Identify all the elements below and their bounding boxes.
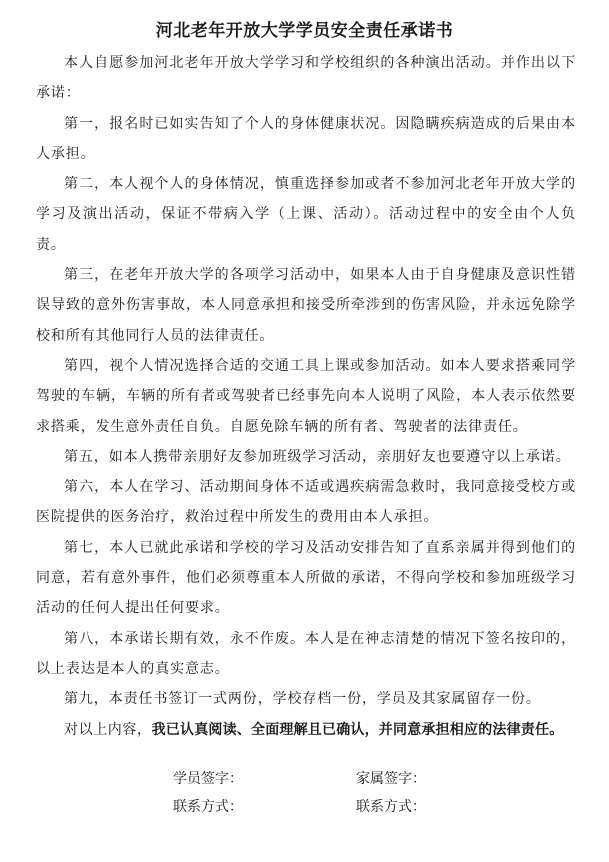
clause-7: 第七，本人已就此承诺和学校的学习及活动安排告知了直系亲属并得到他们的同意，若有意外事件，他们必须尊重本人所做的承诺，不得向学校和参加班级学习活动的任何人提出任何要求。 [36,539,576,617]
closing-prefix: 对以上内容， [64,721,152,738]
document-body [36,48,576,745]
family-signature-label: 家属签字： [356,771,426,787]
clause-8: 第八，本承诺长期有效，永不作废。本人是在神志清楚的情况下签名按印的，以上表达是本人的真实意志。 [36,630,576,677]
closing-statement [36,715,576,745]
intro-paragraph: 本人自愿参加河北老年开放大学学习和学校组织的各种演出活动。并作出以下承诺： [36,55,576,102]
clause-6: 第六，本人在学习、活动期间身体不适或遇疾病需急救时，我同意接受校方或医院提供的医务治疗，救治过程中所发生的费用由本人承担。 [36,479,576,526]
clause-4: 第四，视个人情况选择合适的交通工具上课或参加活动。如本人要求搭乘同学驾驶的车辆，车辆的所有者或驾驶者已经事先向本人说明了风险，本人表示依然要求搭乘，发生意外责任自负。自愿免除车辆的所有者、驾驶者的法律责任。 [36,357,576,435]
clause-9: 第九，本责任书签订一式两份，学校存档一份，学员及其家属留存一份。 [64,691,541,708]
family-contact-label: 联系方式： [356,799,426,815]
document-title: 河北老年开放大学学员安全责任承诺书 [155,21,454,41]
closing-bold: 我已认真阅读、全面理解且已确认，并同意承担相应的法律责任。 [151,721,564,738]
clause-2: 第二，本人视个人的身体情况，慎重选择参加或者不参加河北老年开放大学的学习及演出活动，保证不带病入学（上课、活动）。活动过程中的安全由个人负责。 [36,176,576,253]
clause-3: 第三，在老年开放大学的各项学习活动中，如果本人由于自身健康及意识性错误导致的意外伤害事故，本人同意承担和接受所牵涉到的伤害风险，并永远免除学校和所有其他同行人员的法律责任。 [36,267,576,344]
clause-5: 第五，如本人携带亲朋好友参加班级学习活动，亲朋好友也要遵守以上承诺。 [64,448,571,465]
clause-1: 第一，报名时已如实告知了个人的身体健康状况。因隐瞒疾病造成的后果由本人承担。 [36,115,576,162]
student-contact-label: 联系方式： [173,799,243,815]
student-signature-label: 学员签字： [173,771,243,787]
